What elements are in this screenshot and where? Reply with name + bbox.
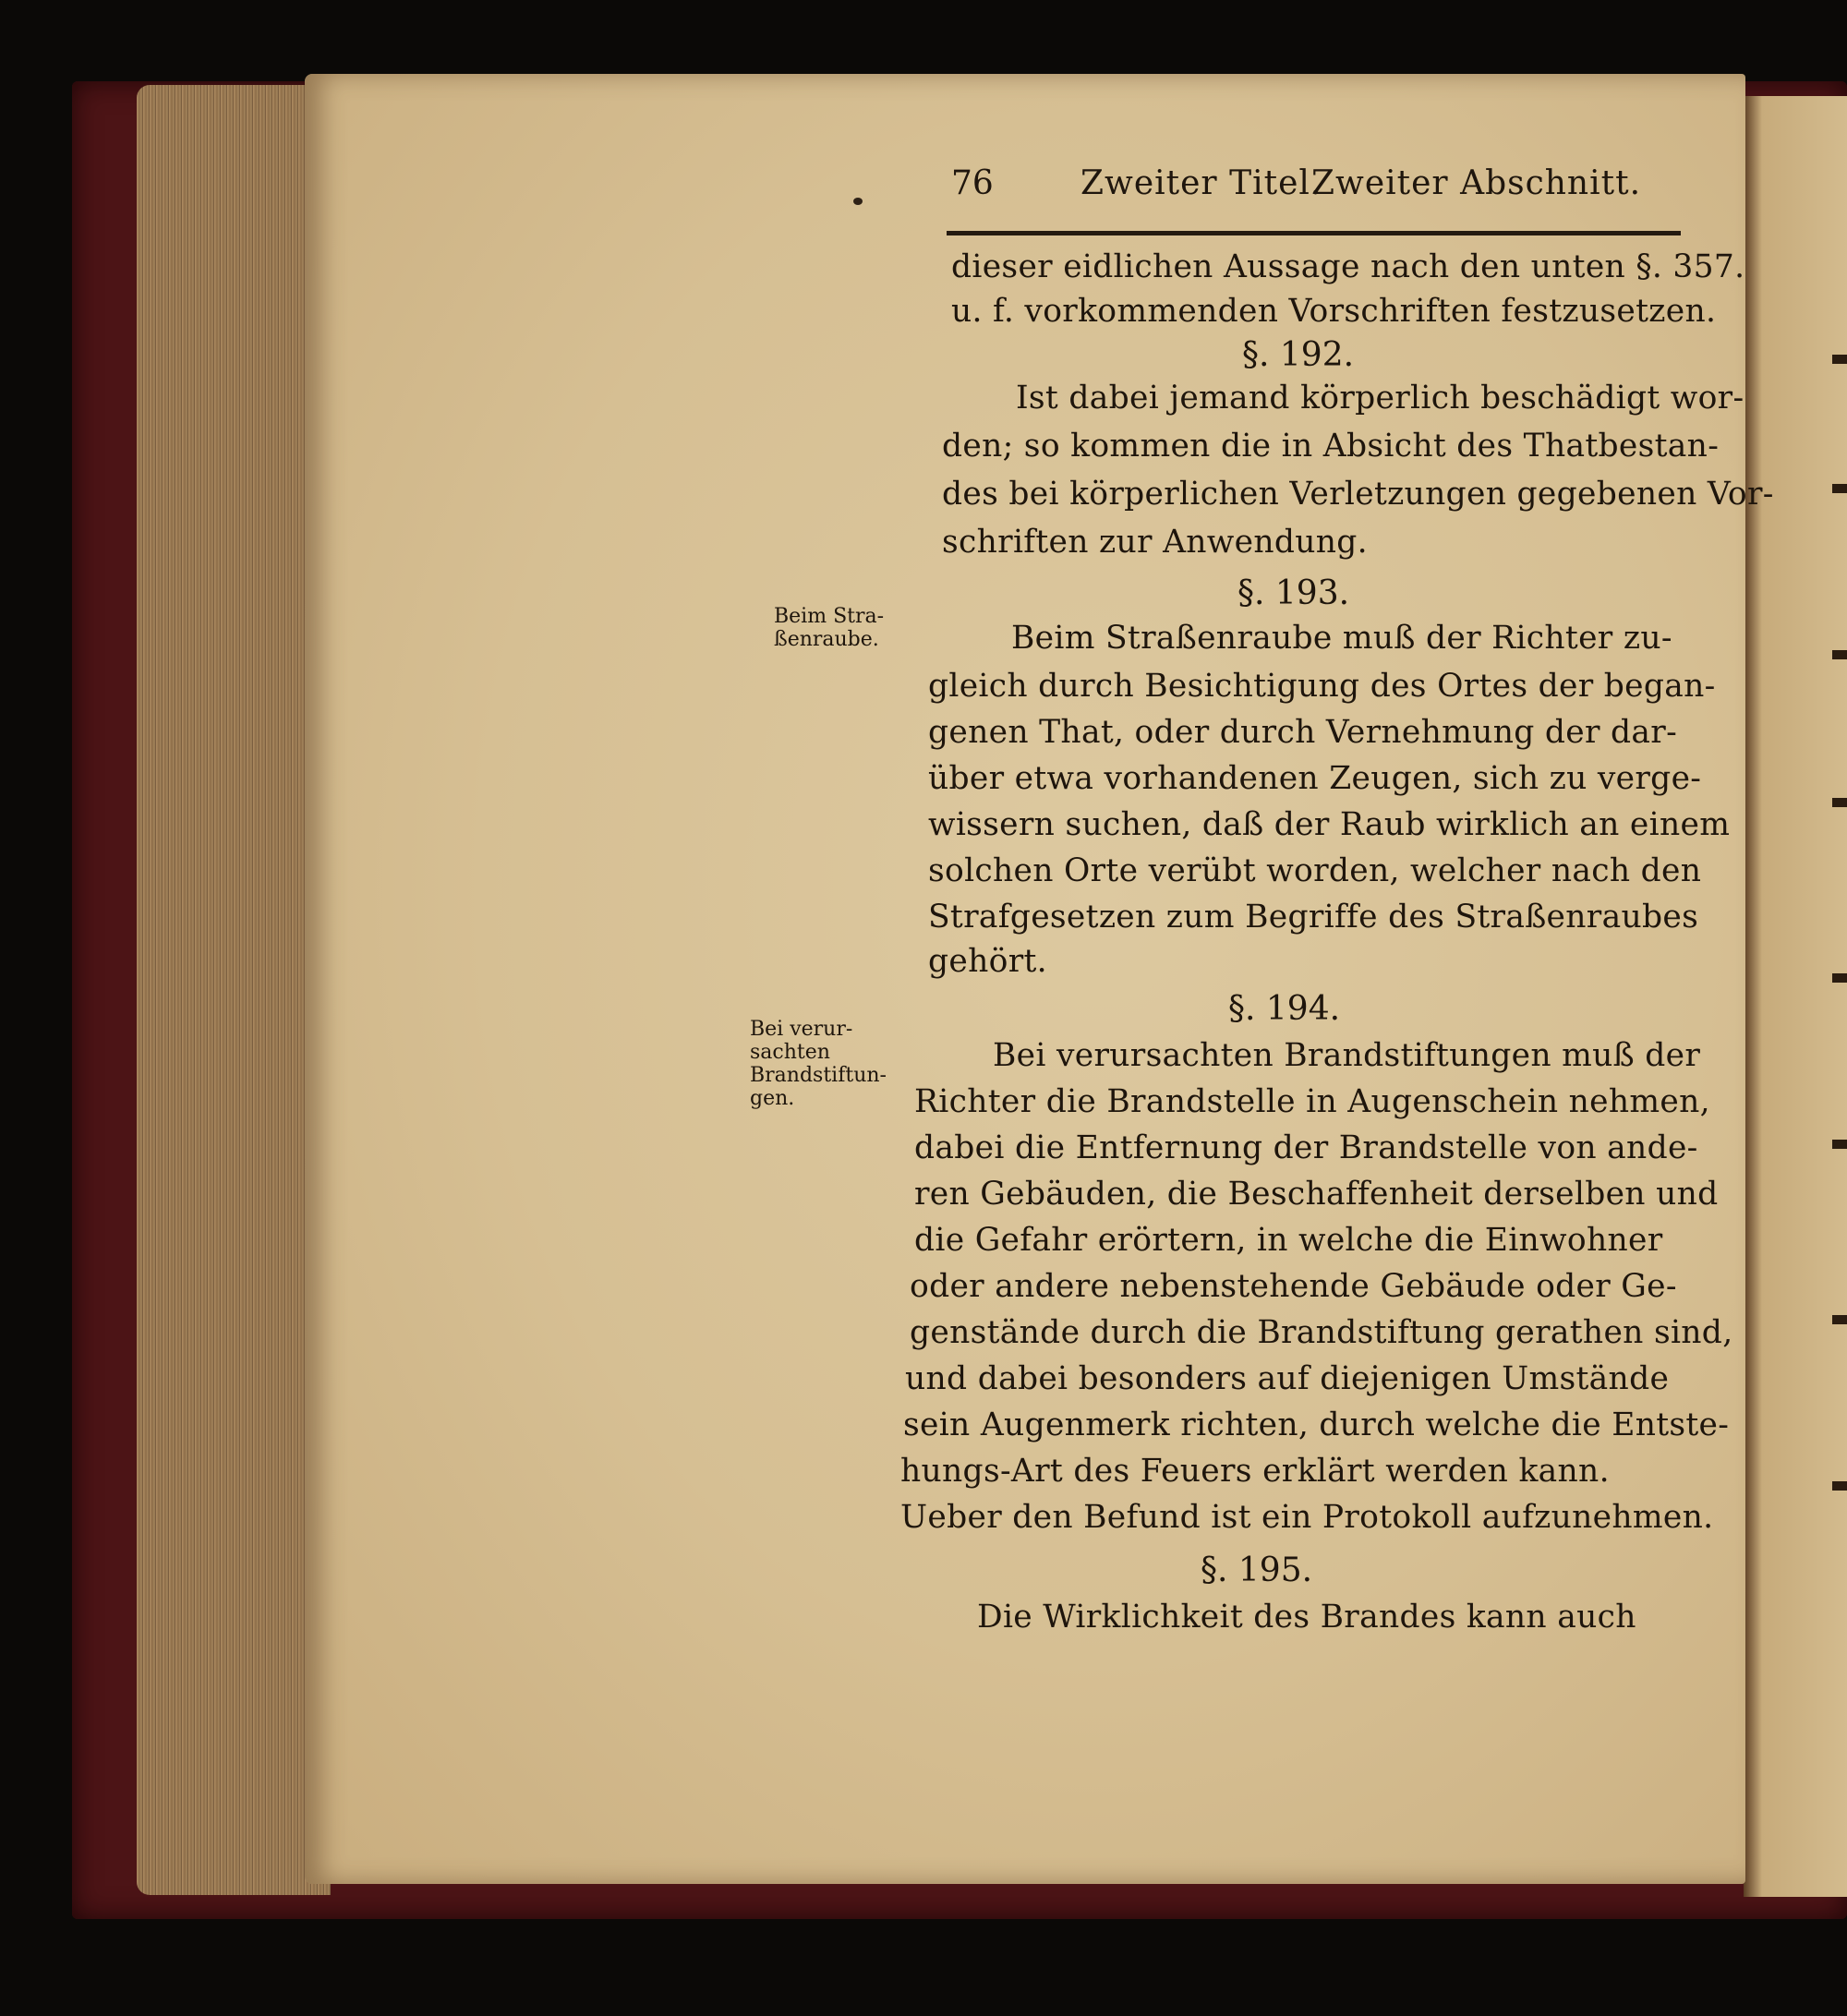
- margin-note-line: sachten: [750, 1041, 830, 1064]
- margin-note-line: gen.: [750, 1087, 795, 1110]
- text-line: Ist dabei jemand körperlich beschädigt wor-: [1016, 380, 1744, 416]
- text-line: dieser eidlichen Aussage nach den unten §. 357.: [951, 248, 1745, 285]
- text-line: und dabei besonders auf diejenigen Umstände: [905, 1360, 1670, 1397]
- text-line: Ueber den Befund ist ein Protokoll aufzunehmen.: [900, 1499, 1714, 1536]
- header-title: Zweiter Titel.: [1080, 164, 1322, 202]
- text-line: oder andere nebenstehende Gebäude oder Ge-: [910, 1268, 1677, 1305]
- page-number: 76: [951, 164, 994, 202]
- text-line: genen That, oder durch Vernehmung der dar-: [928, 714, 1678, 751]
- text-line: schriften zur Anwendung.: [942, 524, 1368, 561]
- margin-note-line: Bei verur-: [750, 1018, 853, 1041]
- ink-speck: [853, 198, 863, 205]
- text-line: des bei körperlichen Verletzungen gegebenen Vor-: [942, 476, 1774, 513]
- margin-note-line: Brandstiftun-: [750, 1064, 887, 1087]
- text-line: über etwa vorhandenen Zeugen, sich zu verge-: [928, 760, 1702, 797]
- page-edges: [137, 85, 331, 1895]
- text-line: sein Augenmerk richten, durch welche die Entste-: [903, 1406, 1730, 1443]
- text-line: hungs-Art des Feuers erklärt werden kann.: [900, 1453, 1610, 1490]
- text-line: gleich durch Besichtigung des Ortes der began-: [928, 668, 1716, 705]
- text-line: wissern suchen, daß der Raub wirklich an einem: [928, 806, 1731, 843]
- running-header: [951, 164, 1681, 216]
- text-line: Beim Straßenraube muß der Richter zu-: [1011, 620, 1672, 657]
- margin-note-line: ßenraube.: [774, 628, 879, 651]
- text-line: dabei die Entfernung der Brandstelle von ande-: [914, 1129, 1698, 1166]
- text-line: die Gefahr erörtern, in welche die Einwohner: [914, 1222, 1663, 1259]
- margin-note-line: Beim Stra-: [774, 605, 885, 628]
- paragraph-heading: §. 194.: [1228, 990, 1341, 1028]
- paragraph-heading: §. 193.: [1237, 574, 1350, 612]
- text-line: u. f. vorkommenden Vorschriften festzusetzen.: [951, 293, 1717, 330]
- paragraph-heading: §. 192.: [1242, 336, 1355, 374]
- text-line: Richter die Brandstelle in Augenschein nehmen,: [914, 1083, 1710, 1120]
- text-line: gehört.: [928, 943, 1047, 980]
- text-line: ren Gebäuden, die Beschaffenheit derselben und: [914, 1176, 1719, 1213]
- margin-note: [774, 605, 884, 651]
- text-line: den; so kommen die in Absicht des Thatbestan-: [942, 428, 1720, 465]
- text-line: Die Wirklichkeit des Brandes kann auch: [977, 1599, 1636, 1636]
- text-line: Strafgesetzen zum Begriffe des Straßenraubes: [928, 899, 1699, 936]
- text-line: genstände durch die Brandstiftung gerathen sind,: [910, 1314, 1733, 1351]
- header-rule: [947, 231, 1681, 235]
- header-section: Zweiter Abschnitt.: [1311, 164, 1642, 202]
- text-line: Bei verursachten Brandstiftungen muß der: [993, 1037, 1701, 1074]
- facing-page-edge: [1744, 96, 1847, 1897]
- margin-note: [750, 1018, 887, 1110]
- text-line: solchen Orte verübt worden, welcher nach den: [928, 852, 1702, 889]
- paragraph-heading: §. 195.: [1201, 1551, 1313, 1589]
